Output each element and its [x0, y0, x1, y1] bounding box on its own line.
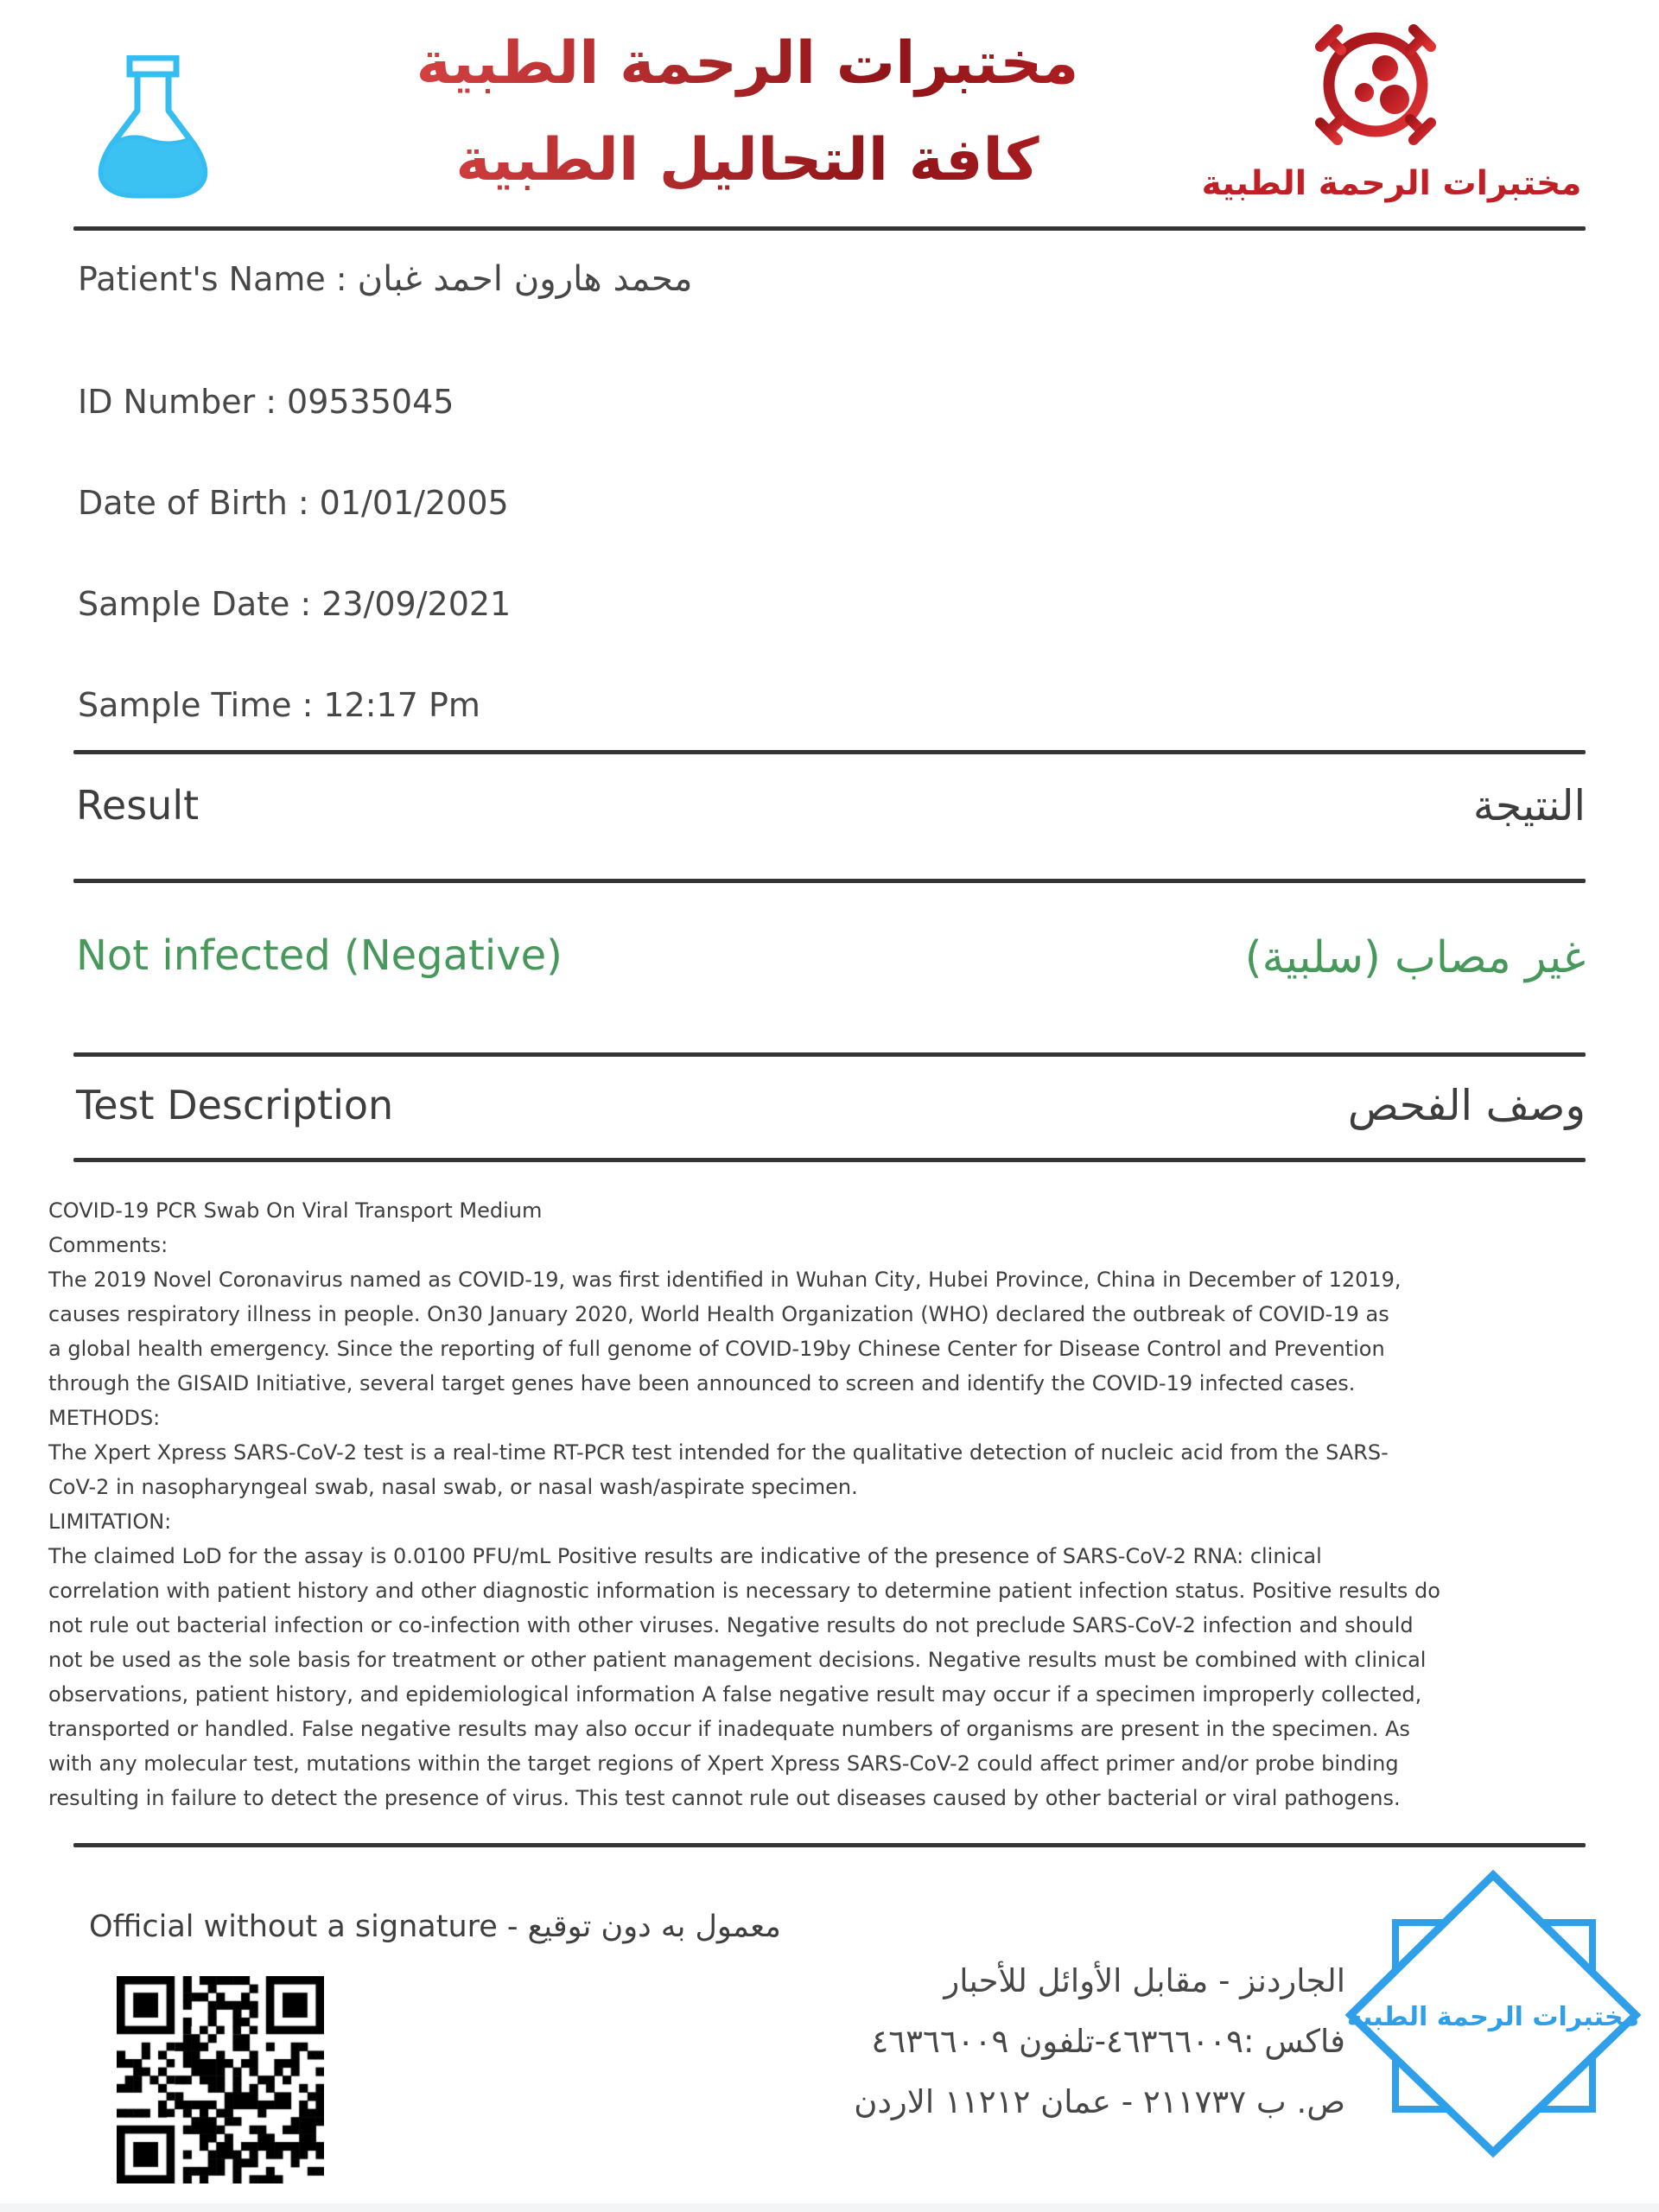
brand-title-line1: مختبرات الرحمة الطبية [380, 16, 1115, 112]
description-line: observations, patient history, and epidemiological information A false negative result may occur if a specimen improperly collected, [48, 1682, 1422, 1707]
description-line: not rule out bacterial infection or co-infection with other viruses. Negative results do not preclude SARS-CoV-2 infection and should [48, 1613, 1414, 1637]
description-line: The 2019 Novel Coronavirus named as COVID-19, was first identified in Wuhan City, Hubei Province, China in December of 12019, [48, 1268, 1402, 1292]
field-separator: : [265, 383, 277, 421]
address-block [854, 1951, 1345, 2133]
lab-stamp-icon [1342, 1865, 1644, 2163]
result-heading-en: Result [76, 782, 200, 829]
field-separator: : [302, 686, 314, 724]
patient-name-label: Patient's Name [78, 260, 326, 298]
sample-time-label: Sample Time [78, 686, 292, 724]
header-divider [73, 226, 1586, 231]
test-description-heading-en: Test Description [76, 1082, 394, 1128]
field-separator: : [300, 585, 312, 623]
description-line: The Xpert Xpress SARS-CoV-2 test is a real-time RT-PCR test intended for the qualitative detection of nucleic acid from the SARS- [48, 1440, 1389, 1465]
description-line: LIMITATION: [48, 1510, 172, 1534]
footer-divider [73, 1843, 1586, 1847]
description-line: correlation with patient history and other diagnostic information is necessary to determine patient infection status. Positive results do [48, 1579, 1440, 1603]
description-line: CoV-2 in nasopharyngeal swab, nasal swab, or nasal wash/aspirate specimen. [48, 1475, 858, 1499]
section-divider [73, 1158, 1586, 1162]
description-line: not be used as the sole basis for treatment or other patient management decisions. Negative results must be combined with clinical [48, 1648, 1427, 1672]
sample-time-value: 12:17 Pm [323, 686, 480, 724]
date-of-birth-value: 01/01/2005 [319, 484, 509, 522]
result-heading-row [76, 782, 1586, 830]
id-number-row [78, 383, 454, 421]
result-value-ar: غير مصاب (سلبية) [1244, 931, 1586, 982]
virus-icon [1298, 7, 1453, 162]
address-line: الجاردنز - مقابل الأوائل للأحبار [944, 1962, 1345, 1999]
description-line: transported or handled. False negative results may also occur if inadequate numbers of organisms are present in the specimen. As [48, 1717, 1410, 1741]
description-line: COVID-19 PCR Swab On Viral Transport Medium [48, 1198, 543, 1223]
date-of-birth-row [78, 484, 509, 522]
sample-date-row [78, 585, 511, 623]
description-line: Comments: [48, 1233, 168, 1257]
bottom-strip [0, 2203, 1659, 2212]
patient-name-row [78, 259, 692, 299]
id-number-value: 09535045 [287, 383, 454, 421]
result-value-row [76, 931, 1586, 982]
test-description-heading-row [76, 1082, 1586, 1130]
id-number-label: ID Number [78, 383, 256, 421]
official-note: Official without a signature - معمول به دون توقيع [89, 1910, 781, 1944]
sample-time-row [78, 686, 480, 724]
address-line: فاكس :٤٦٣٦٦٠٠٩-تلفون ٤٦٣٦٦٠٠٩ [871, 2023, 1345, 2060]
description-line: a global health emergency. Since the reporting of full genome of COVID-19by Chinese Center for Disease Control and Prevention [48, 1337, 1385, 1361]
address-line: ص. ب ٢١١٧٣٧ - عمان ١١٢١٢ الاردن [854, 2083, 1345, 2120]
qr-code [117, 1976, 324, 2183]
stamp-text: مختبرات الرحمة الطبية [1346, 2002, 1640, 2032]
section-divider [73, 750, 1586, 754]
description-line: causes respiratory illness in people. On30 January 2020, World Health Organization (WHO) declared the outbreak of COVID-19 as [48, 1302, 1389, 1326]
test-description-body [48, 1193, 1440, 1815]
result-value-en: Not infected (Negative) [76, 931, 563, 980]
patient-name-value: محمد هارون احمد غبان [357, 259, 693, 299]
section-divider [73, 1052, 1586, 1057]
description-line: through the GISAID Initiative, several target genes have been announced to screen and identify the COVID-19 infected cases. [48, 1371, 1356, 1395]
virus-logo-caption: مختبرات الرحمة الطبية [1201, 164, 1582, 203]
brand-title-line2: كافة التحاليل الطبية [380, 112, 1115, 209]
sample-date-label: Sample Date [78, 585, 290, 623]
sample-date-value: 23/09/2021 [321, 585, 512, 623]
description-line: METHODS: [48, 1406, 161, 1430]
brand-title [380, 16, 1115, 209]
section-divider [73, 879, 1586, 883]
date-of-birth-label: Date of Birth [78, 484, 288, 522]
test-description-heading-ar: وصف الفحص [1347, 1082, 1586, 1130]
result-heading-ar: النتيجة [1472, 782, 1586, 830]
description-line: resulting in failure to detect the presence of virus. This test cannot rule out diseases caused by other bacterial or viral pathogens. [48, 1786, 1401, 1810]
field-separator: : [297, 484, 309, 522]
description-line: The claimed LoD for the assay is 0.0100 PFU/mL Positive results are indicative of the presence of SARS-CoV-2 RNA: clinical [48, 1544, 1322, 1568]
flask-icon [98, 55, 208, 200]
description-line: with any molecular test, mutations within the target regions of Xpert Xpress SARS-CoV-2 could affect primer and/or probe binding [48, 1751, 1399, 1776]
field-separator: : [335, 260, 347, 298]
